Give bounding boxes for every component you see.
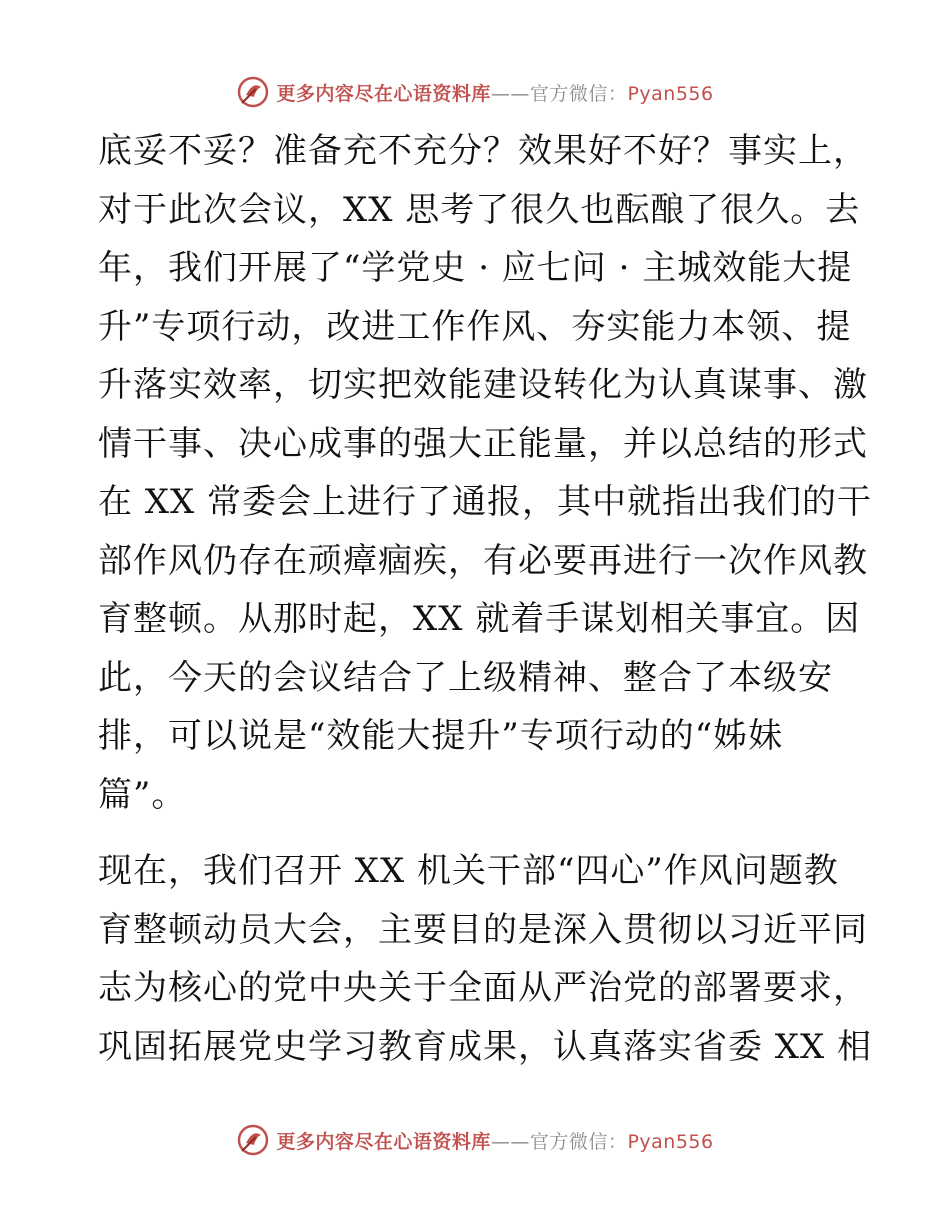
footer-text bbox=[276, 1127, 713, 1154]
text-line: 巩固拓展党史学习教育成果，认真落实省委 XX 相 bbox=[98, 1026, 873, 1067]
header-text bbox=[276, 79, 713, 106]
text-line: 志为核心的党中央关于全面从严治党的部署要求， bbox=[98, 968, 868, 1008]
footer-wechat-label: 官方微信： bbox=[529, 1130, 628, 1153]
text-line: 育整顿动员大会，主要目的是深入贯彻以习近平同 bbox=[98, 909, 868, 950]
footer-dash: —— bbox=[490, 1130, 530, 1153]
header-banner bbox=[0, 72, 950, 112]
footer-slogan: 更多内容尽在心语资料库 bbox=[276, 1130, 491, 1153]
text-line: 篇”。 bbox=[98, 774, 187, 815]
header-slogan: 更多内容尽在心语资料库 bbox=[276, 82, 491, 105]
paragraph-2 bbox=[98, 842, 873, 1076]
header-wechat-id: Pyan556 bbox=[627, 82, 714, 105]
text-line: 排，可以说是“效能大提升”专项行动的“姊妹 bbox=[98, 716, 784, 756]
text-line: 此，今天的会议结合了上级精神、整合了本级安 bbox=[98, 657, 833, 698]
rose-pen-logo-icon bbox=[236, 75, 270, 109]
rose-pen-logo-icon bbox=[236, 1123, 270, 1157]
text-line: 现在，我们召开 XX 机关干部“四心”作风问题教 bbox=[98, 851, 839, 891]
text-line: 育整顿。从那时起，XX 就着手谋划相关事宜。因 bbox=[98, 599, 861, 639]
header-wechat-label: 官方微信： bbox=[529, 82, 628, 105]
text-line: 对于此次会议，XX 思考了很久也酝酿了很久。去 bbox=[98, 189, 861, 230]
text-line: 情干事、决心成事的强大正能量，并以总结的形式 bbox=[98, 423, 868, 464]
text-line: 年，我们开展了“学党史 · 应七问 · 主城效能大提 bbox=[98, 248, 853, 288]
header-dash: —— bbox=[490, 82, 530, 105]
text-line: 升”专项行动，改进工作作风、夯实能力本领、提 bbox=[98, 306, 852, 347]
text-line: 升落实效率，切实把效能建设转化为认真谋事、激 bbox=[98, 365, 868, 405]
text-line: 部作风仍存在顽瘴痼疾，有必要再进行一次作风教 bbox=[98, 540, 868, 581]
paragraph-spacer bbox=[98, 824, 858, 842]
text-line: 在 XX 常委会上进行了通报，其中就指出我们的干 bbox=[98, 482, 873, 522]
document-body bbox=[98, 122, 873, 1076]
text-line: 底妥不妥？准备充不充分？效果好不好？事实上， bbox=[98, 131, 868, 171]
footer-wechat-id: Pyan556 bbox=[627, 1130, 714, 1153]
footer-banner bbox=[0, 1120, 950, 1160]
paragraph-1 bbox=[98, 122, 873, 824]
